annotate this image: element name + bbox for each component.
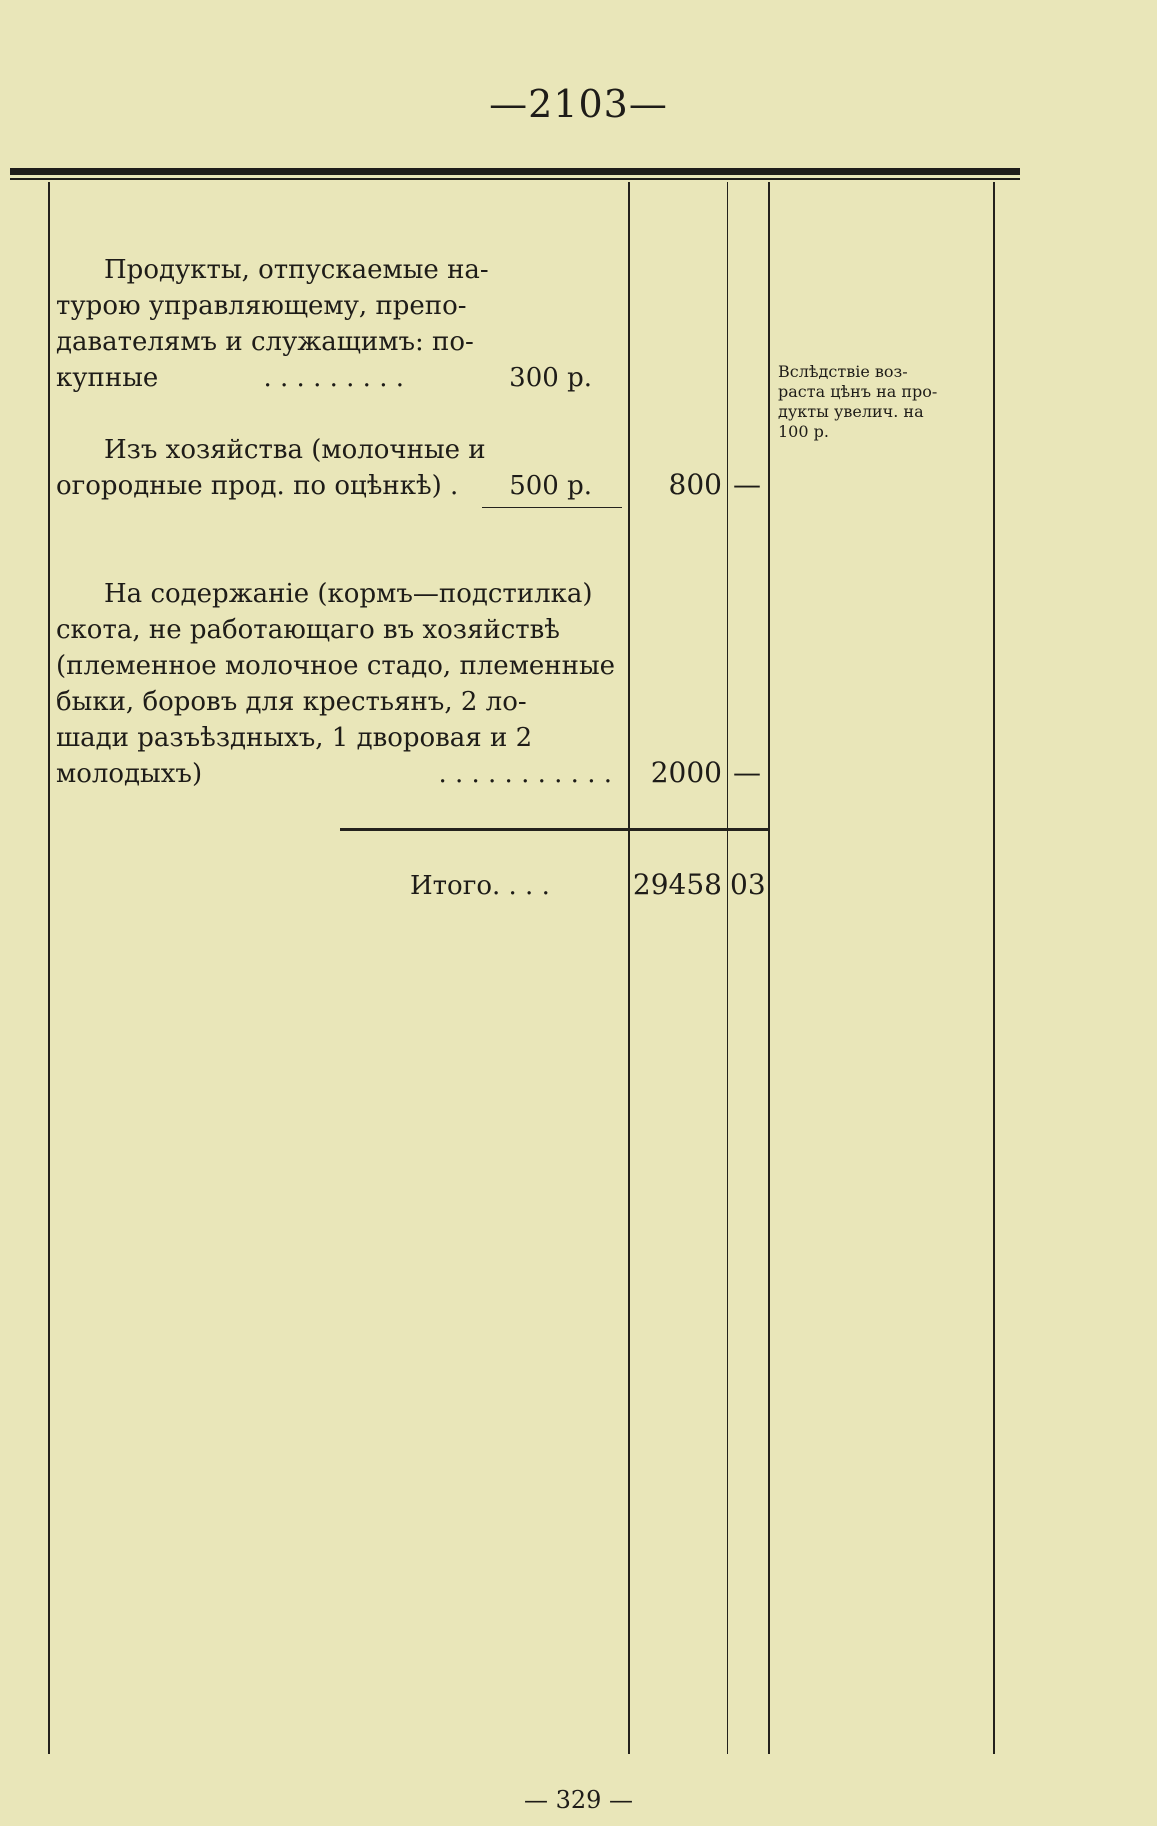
note-line-1: Вслѣдствіе воз-: [778, 362, 908, 381]
block2-line-2: скота, не работающаго въ хозяйствѣ: [56, 615, 560, 645]
block1-farm-label: огородные прод. по оцѣнкѣ) .: [56, 471, 459, 501]
total-rubles: 29458: [632, 868, 722, 901]
total-rule: [340, 828, 768, 831]
page-footer-number: — 329 —: [523, 1786, 634, 1814]
block2-last-label: молодыхъ): [56, 759, 203, 789]
rubles-kopecks-divider: [727, 182, 728, 1754]
block2-rubles: 2000: [650, 756, 722, 789]
note-line-4: 100 р.: [778, 422, 829, 441]
block1-sub-line-1: Изъ хозяйства (молочные и: [104, 435, 486, 465]
table-right-border: [993, 182, 995, 1754]
block2-line-3: (племенное молочное стадо, племенные: [56, 651, 616, 681]
block1-purchased-amount: 300 р.: [509, 363, 592, 393]
page-header-number: —2103—: [489, 82, 668, 126]
block2-last-line: [56, 756, 612, 792]
block2-line-4: быки, боровъ для крестьянъ, 2 ло-: [56, 687, 527, 717]
block2-line-5: шади разъѣздныхъ, 1 дворовая и 2: [56, 723, 533, 753]
block1-kopecks: —: [733, 468, 761, 501]
side-note: [778, 362, 978, 442]
block2-last-dots: . . . . . . . . . . .: [438, 759, 612, 789]
table-left-border: [48, 182, 50, 1754]
block1-line-3: давателямъ и служащимъ: по-: [56, 327, 474, 357]
block1-line-2: турою управляющему, препо-: [56, 291, 467, 321]
block1-purchased-label: купные: [56, 363, 159, 393]
total-label: Итого. . . .: [410, 871, 550, 901]
block1-rubles: 800: [668, 468, 722, 501]
note-line-2: раста цѣнъ на про-: [778, 382, 938, 401]
block2-kopecks: —: [733, 756, 761, 789]
block1-farm-amount: 500 р.: [509, 471, 592, 501]
notes-column-left-line: [768, 182, 770, 1754]
block1-farm-line: [56, 468, 592, 504]
block1-purchased-dots: . . . . . . . . .: [263, 363, 404, 393]
rubles-column-left-line: [628, 182, 630, 1754]
block2-line-1: На содержаніе (кормъ—подстилка): [104, 579, 593, 609]
block1-purchased-line: [56, 360, 592, 396]
block1-sum-underline: [482, 507, 622, 508]
header-rule-thin: [10, 178, 1020, 180]
total-kopecks: 03: [730, 868, 766, 901]
note-line-3: дукты увелич. на: [778, 402, 924, 421]
block1-line-1: Продукты, отпускаемые на-: [104, 255, 489, 285]
header-rule-thick: [10, 168, 1020, 175]
